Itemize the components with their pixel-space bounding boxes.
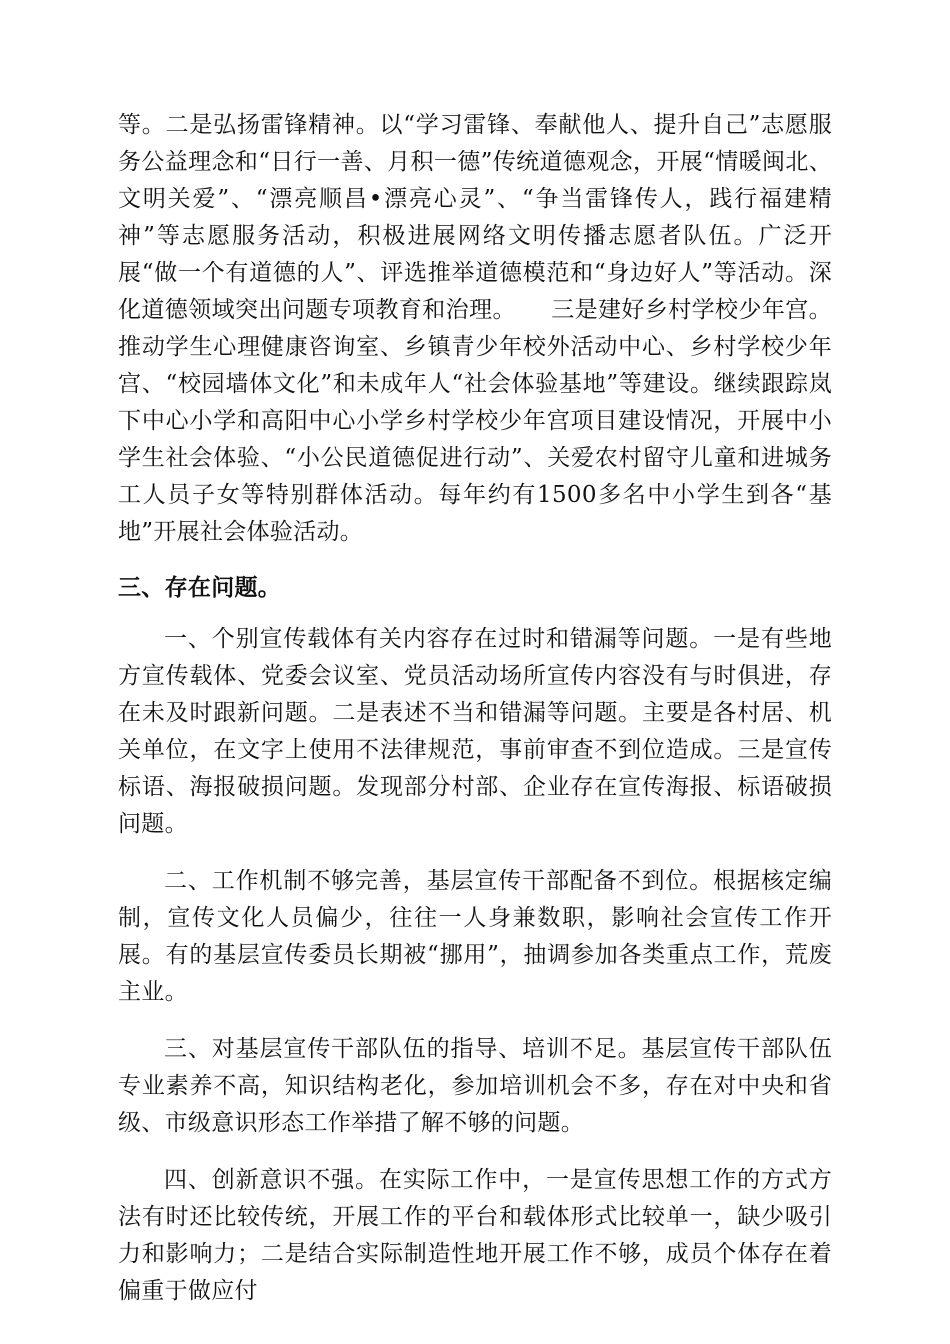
problem-paragraph-2: 二、工作机制不够完善，基层宣传干部配备不到位。根据核定编制，宣传文化人员偏少，往往一人身兼数职，影响社会宣传工作开展。有的基层宣传委员长期被“挪用”，抽调参加各类重点工作，荒废主业。 [118, 868, 832, 1005]
problem-paragraph-1: 一、个别宣传载体有关内容存在过时和错漏等问题。一是有些地方宣传载体、党委会议室、党员活动场所宣传内容没有与时俱进，存在未及时跟新问题。二是表述不当和错漏等问题。主要是各村居、机关单位，在文字上使用不法律规范，事前审查不到位造成。三是宣传标语、海报破损问题。发现部分村部、企业存在宣传海报、标语破损问题。 [118, 626, 832, 837]
problem-paragraph-3: 三、对基层宣传干部队伍的指导、培训不足。基层宣传干部队伍专业素养不高，知识结构老化，参加培训机会不多，存在对中央和省级、市级意识形态工作举措了解不够的问题。 [118, 1036, 832, 1136]
problem-paragraph-4: 四、创新意识不强。在实际工作中，一是宣传思想工作的方式方法有时还比较传统，开展工作的平台和载体形式比较单一，缺少吸引力和影响力；二是结合实际制造性地开展工作不够，成员个体存在着偏重于做应付 [118, 1167, 832, 1304]
continuation-paragraph: 等。二是弘扬雷锋精神。以“学习雷锋、奉献他人、提升自己”志愿服务公益理念和“日行一善、月积一德”传统道德观念，开展“情暖闽北、文明关爱”、“漂亮顺昌•漂亮心灵”、“争当雷锋传人，践行福建精神”等志愿服务活动，积极进展网络文明传播志愿者队伍。广泛开展“做一个有道德的人”、评选推举道德模范和“身边好人”等活动。深化道德领域突出问题专项教育和治理。 三是建好乡村学校少年宫。推动学生心理健康咨询室、乡镇青少年校外活动中心、乡村学校少年宫、“校园墙体文化”和未成年人“社会体验基地”等建设。继续跟踪岚下中心小学和高阳中心小学乡村学校少年宫项目建设情况，开展中小学生社会体验、“小公民道德促进行动”、关爱农村留守儿童和进城务工人员子女等特别群体活动。每年约有1500多名中小学生到各“基地”开展社会体验活动。 [118, 112, 832, 545]
section-heading: 三、存在问题。 [118, 575, 282, 601]
